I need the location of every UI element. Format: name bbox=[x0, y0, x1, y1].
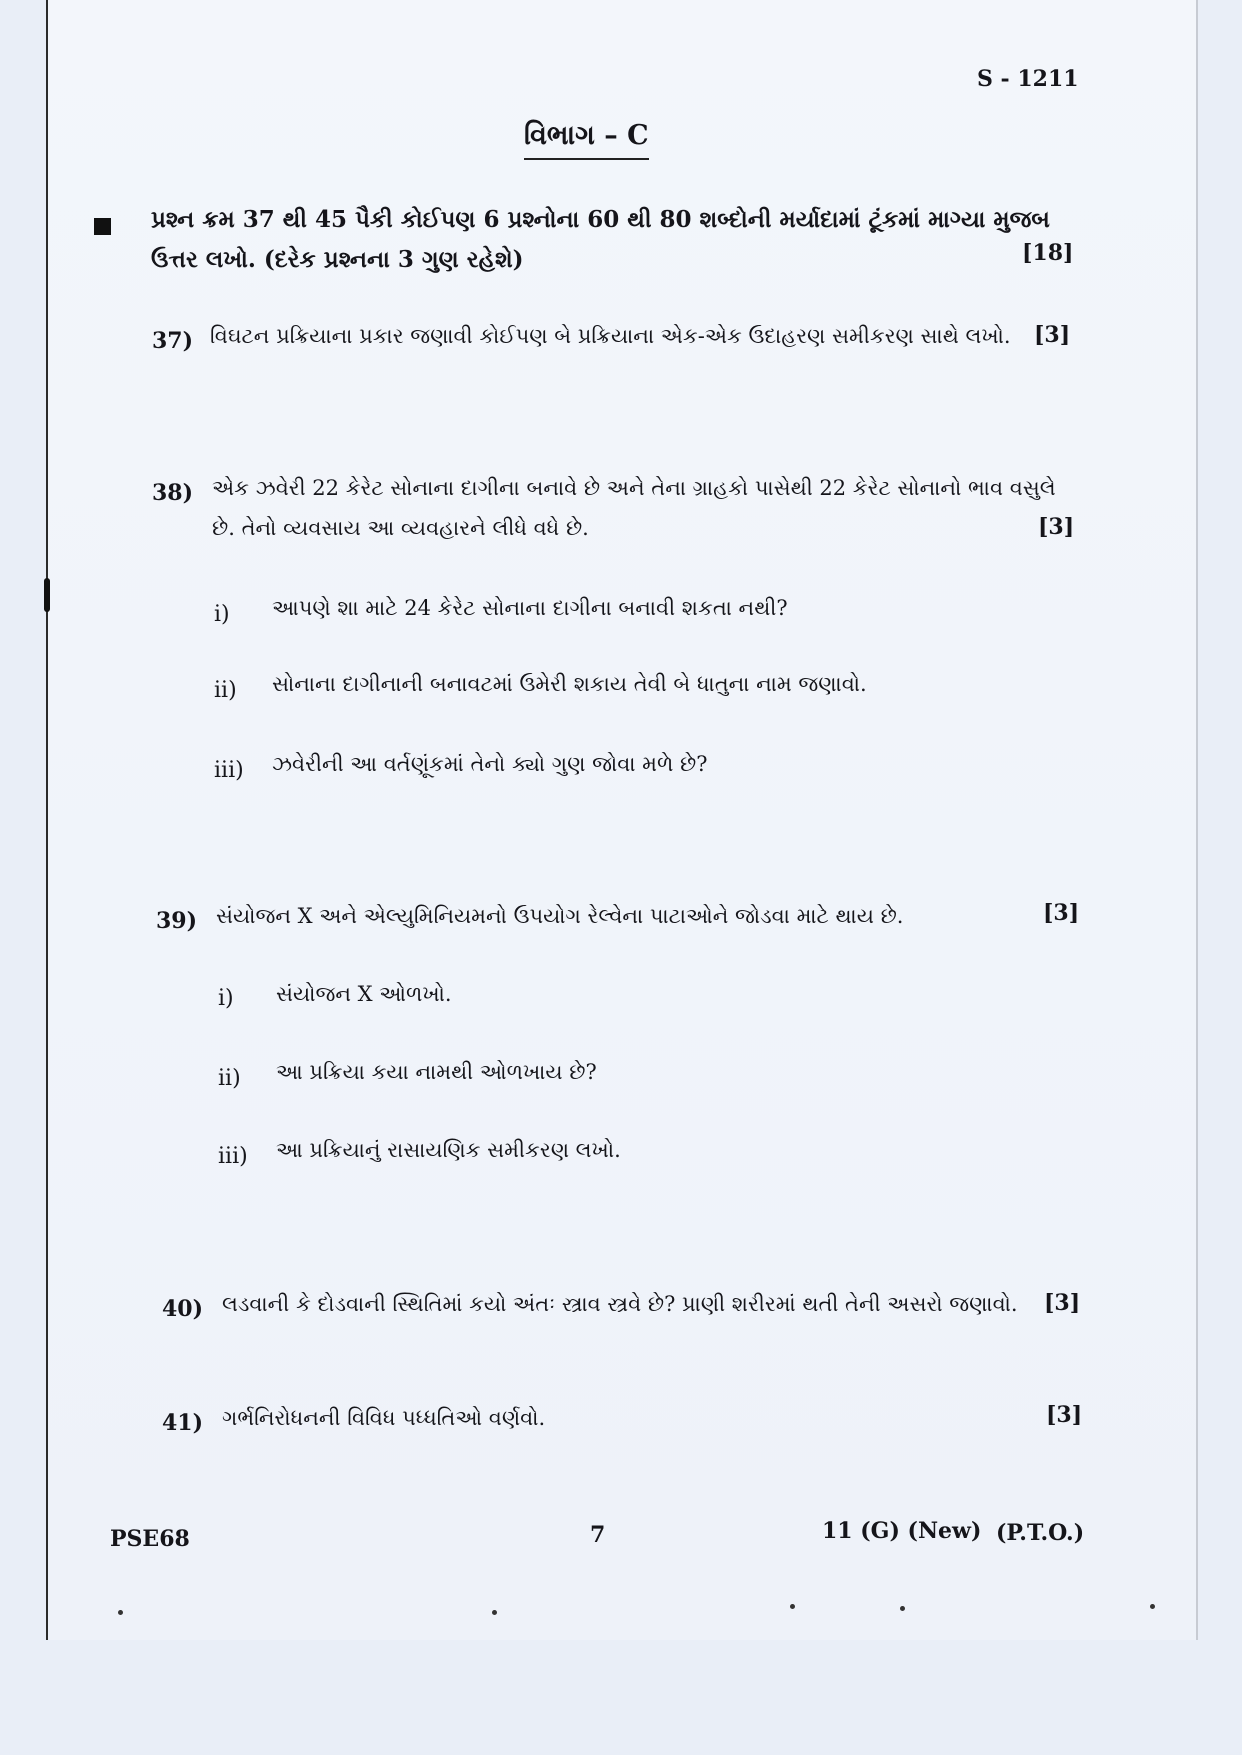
sub-question-text: સંયોજન X ઓળખો. bbox=[276, 982, 452, 1006]
sub-question-number: i) bbox=[214, 602, 230, 627]
scan-dot bbox=[1150, 1604, 1155, 1609]
section-title: વિભાગ – C bbox=[524, 120, 649, 160]
question-text: ગર્ભનિરોધનની વિવિધ પધ્ધતિઓ વર્ણવો. bbox=[222, 1406, 546, 1430]
question-text: સંયોજન X અને એલ્યુમિનિયમનો ઉપયોગ રેલ્વેના પાટાઓને જોડવા માટે થાય છે. bbox=[216, 904, 904, 928]
page-number: 7 bbox=[590, 1522, 606, 1548]
question-marks: [3] bbox=[1034, 322, 1071, 348]
question-number: 38) bbox=[152, 480, 194, 506]
footer-code: PSE68 bbox=[110, 1526, 190, 1552]
question-marks: [3] bbox=[1046, 1402, 1083, 1428]
sub-question-number: i) bbox=[218, 986, 234, 1011]
question-marks: [3] bbox=[1038, 514, 1075, 540]
question-text: લડવાની કે દોડવાની સ્થિતિમાં કયો અંતઃ સ્ત્રાવ સ્ત્રવે છે? પ્રાણી શરીરમાં થતી તેની અસરો જણાવો. bbox=[222, 1292, 1018, 1316]
sub-question-number: iii) bbox=[218, 1144, 248, 1169]
scan-dot bbox=[900, 1606, 905, 1611]
scan-dot bbox=[118, 1610, 123, 1615]
page-edge bbox=[1196, 0, 1198, 1640]
sub-question-text: આ પ્રક્રિયા કયા નામથી ઓળખાય છે? bbox=[276, 1060, 597, 1084]
paper-code: S - 1211 bbox=[977, 66, 1079, 92]
scan-dot bbox=[790, 1604, 795, 1609]
sub-question-text: આ પ્રક્રિયાનું રાસાયણિક સમીકરણ લખો. bbox=[276, 1138, 621, 1162]
question-number: 41) bbox=[162, 1410, 204, 1436]
sub-question-text: ઝવેરીની આ વર્તણૂંકમાં તેનો ક્યો ગુણ જોવા મળે છે? bbox=[272, 752, 708, 776]
question-number: 37) bbox=[152, 328, 194, 354]
sub-question-number: ii) bbox=[218, 1066, 241, 1091]
instruction-marks: [18] bbox=[1022, 240, 1074, 266]
question-marks: [3] bbox=[1043, 900, 1080, 926]
edge-mark bbox=[44, 578, 50, 612]
instruction-line-1: પ્રશ્ન ક્રમ 37 થી 45 પૈકી કોઈપણ 6 પ્રશ્નોના 60 થી 80 શબ્દોની મર્યાદામાં ટૂંકમાં માગ્યા મુજબ bbox=[151, 206, 1050, 233]
footer-subject-code: 11 (G) (New) bbox=[822, 1518, 982, 1544]
question-text-line-2: છે. તેનો વ્યવસાય આ વ્યવહારને લીધે વધે છે. bbox=[212, 516, 589, 540]
sub-question-number: iii) bbox=[214, 758, 244, 783]
sub-question-text: આપણે શા માટે 24 કેરેટ સોનાના દાગીના બનાવી શકતા નથી? bbox=[272, 596, 788, 620]
scan-dot bbox=[492, 1610, 497, 1615]
question-text: વિઘટન પ્રક્રિયાના પ્રકાર જણાવી કોઈપણ બે પ્રક્રિયાના એક-એક ઉદાહરણ સમીકરણ સાથે લખો. bbox=[210, 324, 1011, 348]
sub-question-text: સોનાના દાગીનાની બનાવટમાં ઉમેરી શકાય તેવી બે ધાતુના નામ જણાવો. bbox=[272, 672, 867, 696]
instruction-line-2: ઉત્તર લખો. (દરેક પ્રશ્નના 3 ગુણ રહેશે) bbox=[151, 246, 524, 273]
question-number: 40) bbox=[162, 1296, 204, 1322]
sub-question-number: ii) bbox=[214, 678, 237, 703]
pto-label: (P.T.O.) bbox=[996, 1520, 1085, 1546]
question-number: 39) bbox=[156, 908, 198, 934]
question-text-line-1: એક ઝવેરી 22 કેરેટ સોનાના દાગીના બનાવે છે અને તેના ગ્રાહકો પાસેથી 22 કેરેટ સોનાનો ભાવ વસુલે bbox=[212, 476, 1056, 500]
bullet-icon bbox=[94, 218, 111, 235]
question-marks: [3] bbox=[1044, 1290, 1081, 1316]
